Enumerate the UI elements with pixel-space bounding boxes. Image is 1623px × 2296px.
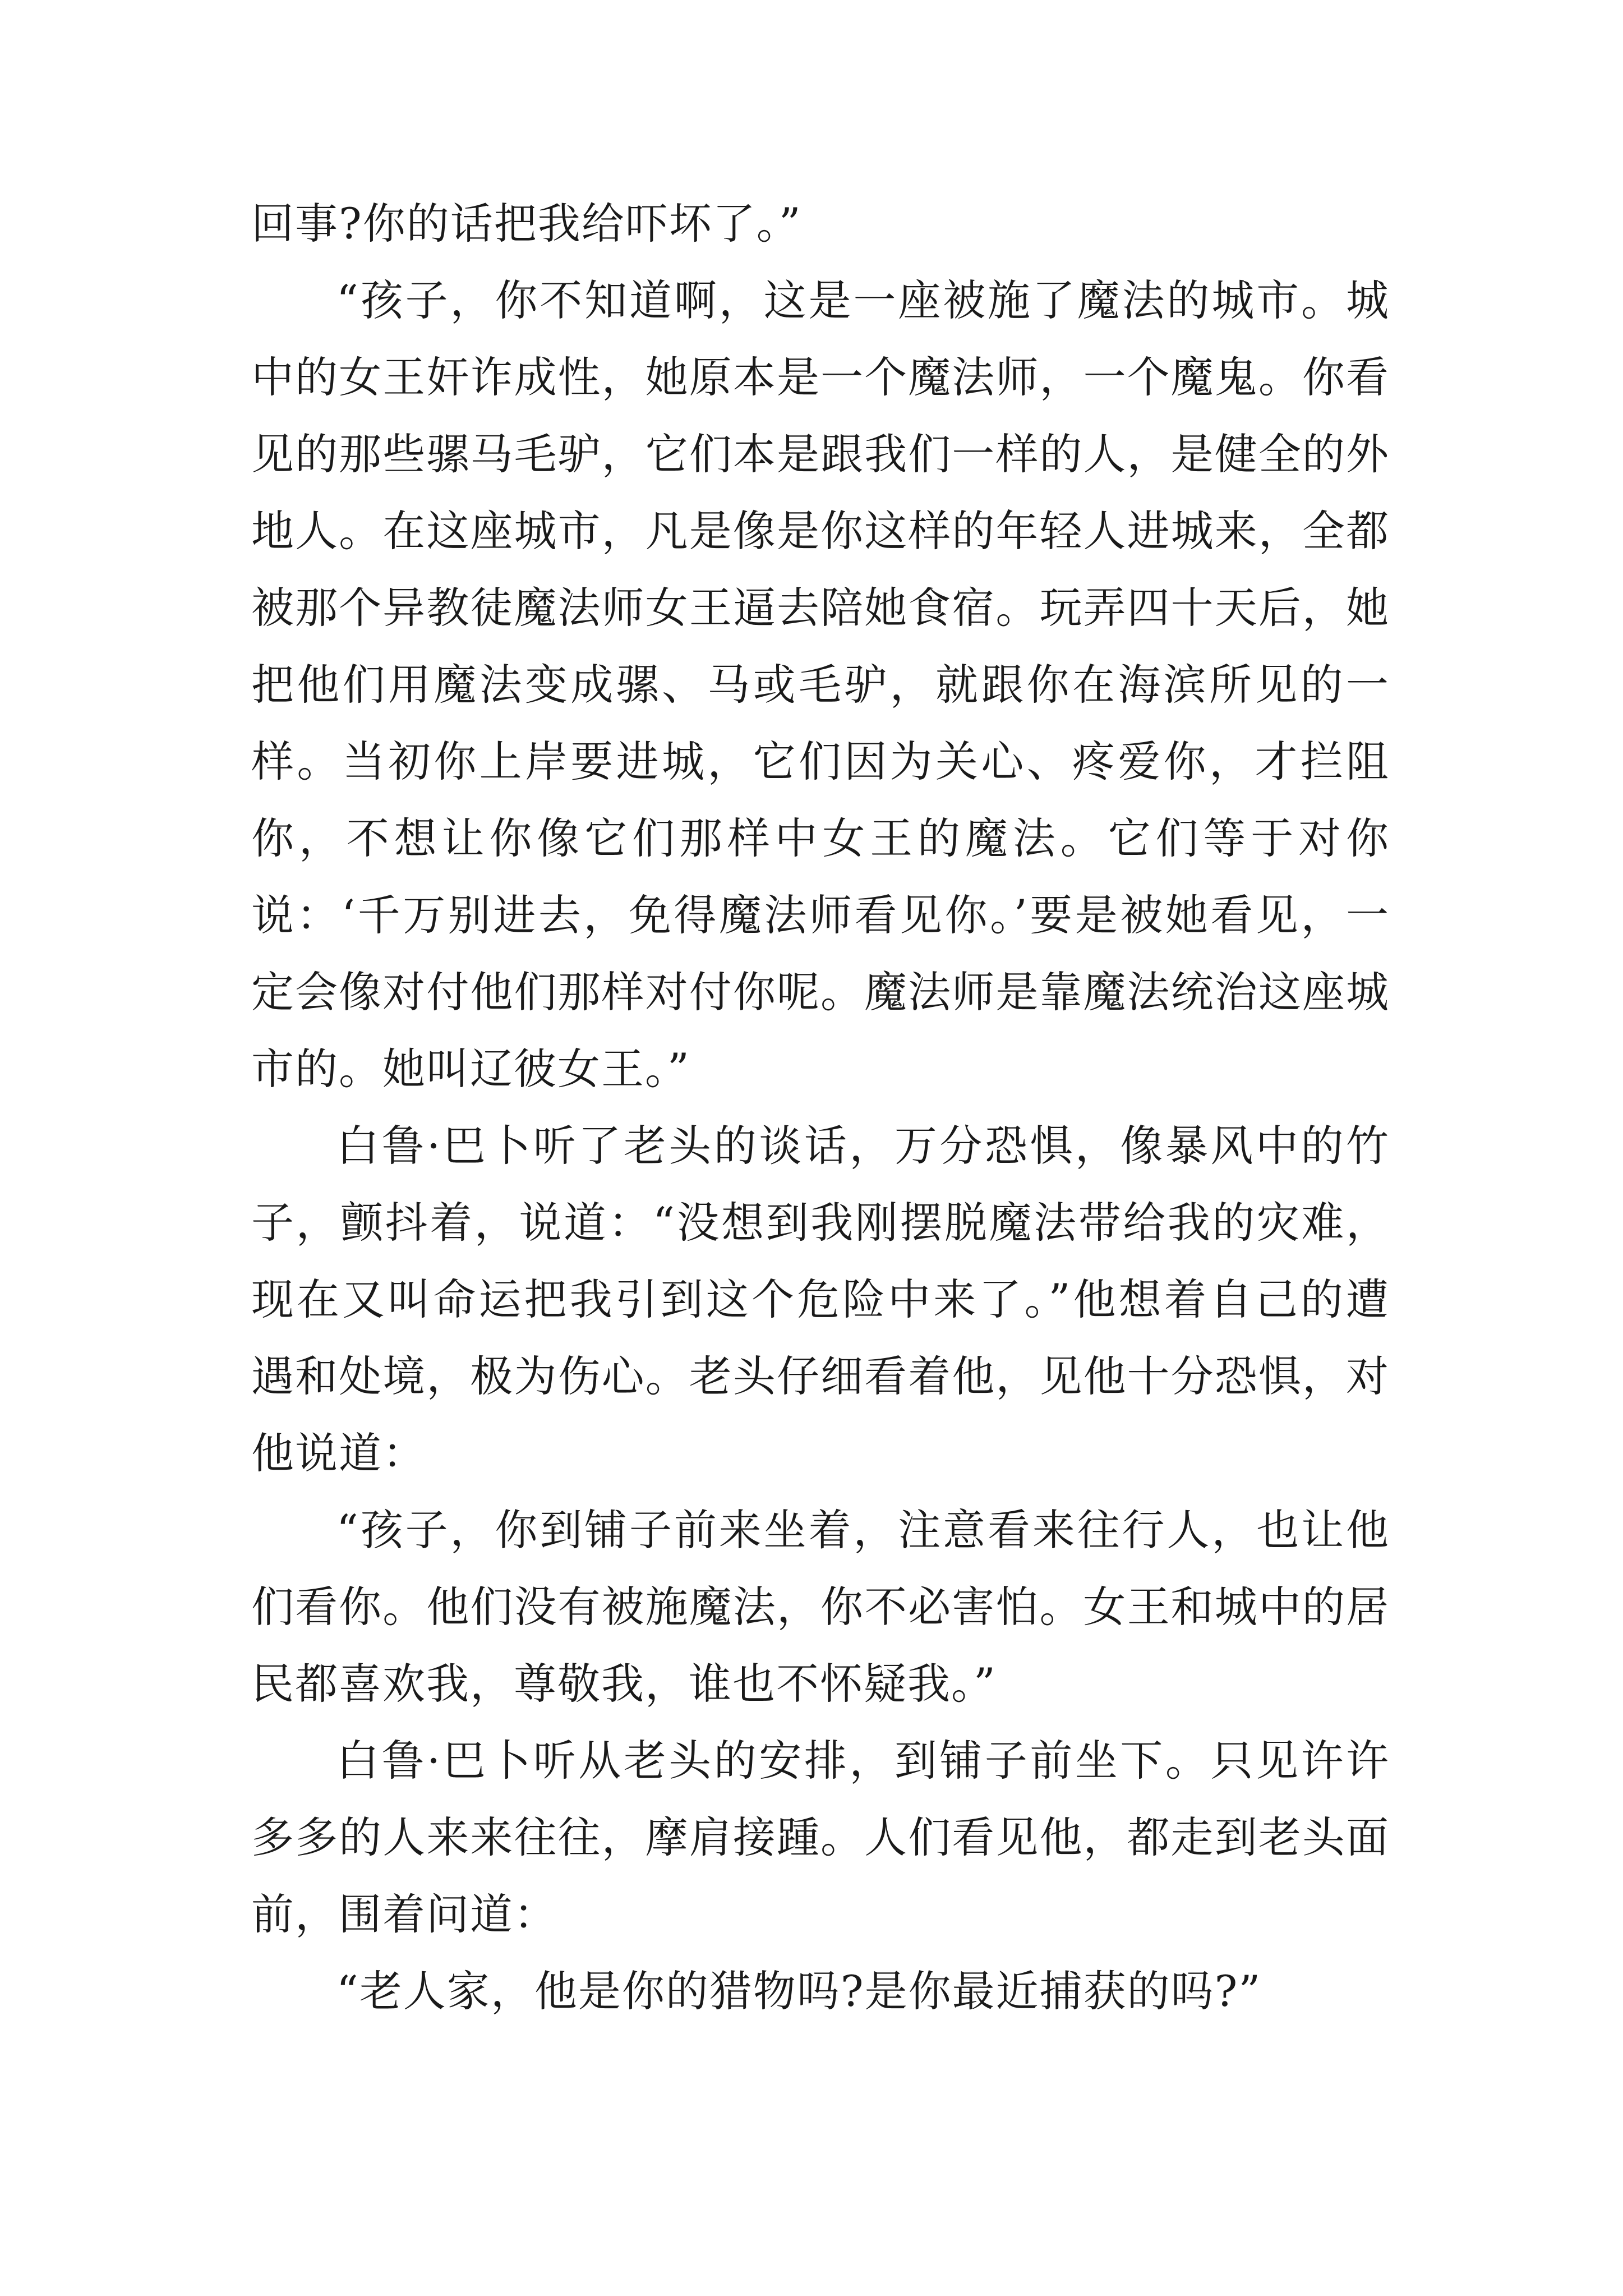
paragraph-2: “孩子，你不知道啊，这是一座被施了魔法的城市。城中的女王奸诈成性，她原本是一个魔法师，一个魔鬼。你看见的那些骡马毛驴，它们本是跟我们一样的人，是健全的外地人。在这座城市，凡是像是你这样的年轻人进城来，全都被那个异教徒魔法师女王逼去陪她食宿。玩弄四十天后，她把他们用魔法变成骡、马或毛驴，就跟你在海滨所见的一样。当初你上岸要进城，它们因为关心、疼爱你，才拦阻你，不想让你像它们那样中女王的魔法。它们等于对你说：‘千万别进去，免得魔法师看见你。’要是被她看见，一定会像对付他们那样对付你呢。魔法师是靠魔法统治这座城市的。她叫辽彼女王。” [251,275,1390,1094]
paragraph-6: “老人家，他是你的猎物吗?是你最近捕获的吗?” [336,1966,1262,2016]
paragraph-1: 回事?你的话把我给吓坏了。” [251,199,802,249]
paragraph-3: 白鲁·巴卜听了老头的谈话，万分恐惧，像暴风中的竹子，颤抖着，说道：“没想到我刚摆脱魔法带给我的灾难，现在又叫命运把我引到这个危险中来了。”他想着自己的遭遇和处境，极为伤心。老头仔细看着他，见他十分恐惧，对他说道： [251,1121,1390,1478]
paragraph-5: 白鲁·巴卜听从老头的安排，到铺子前坐下。只见许许多多的人来来往往，摩肩接踵。人们看见他，都走到老头面前，围着问道： [251,1736,1390,1939]
body-text [251,185,1390,2030]
paragraph-4: “孩子，你到铺子前来坐着，注意看来往行人，也让他们看你。他们没有被施魔法，你不必害怕。女王和城中的居民都喜欢我，尊敬我，谁也不怀疑我。” [251,1505,1390,1709]
